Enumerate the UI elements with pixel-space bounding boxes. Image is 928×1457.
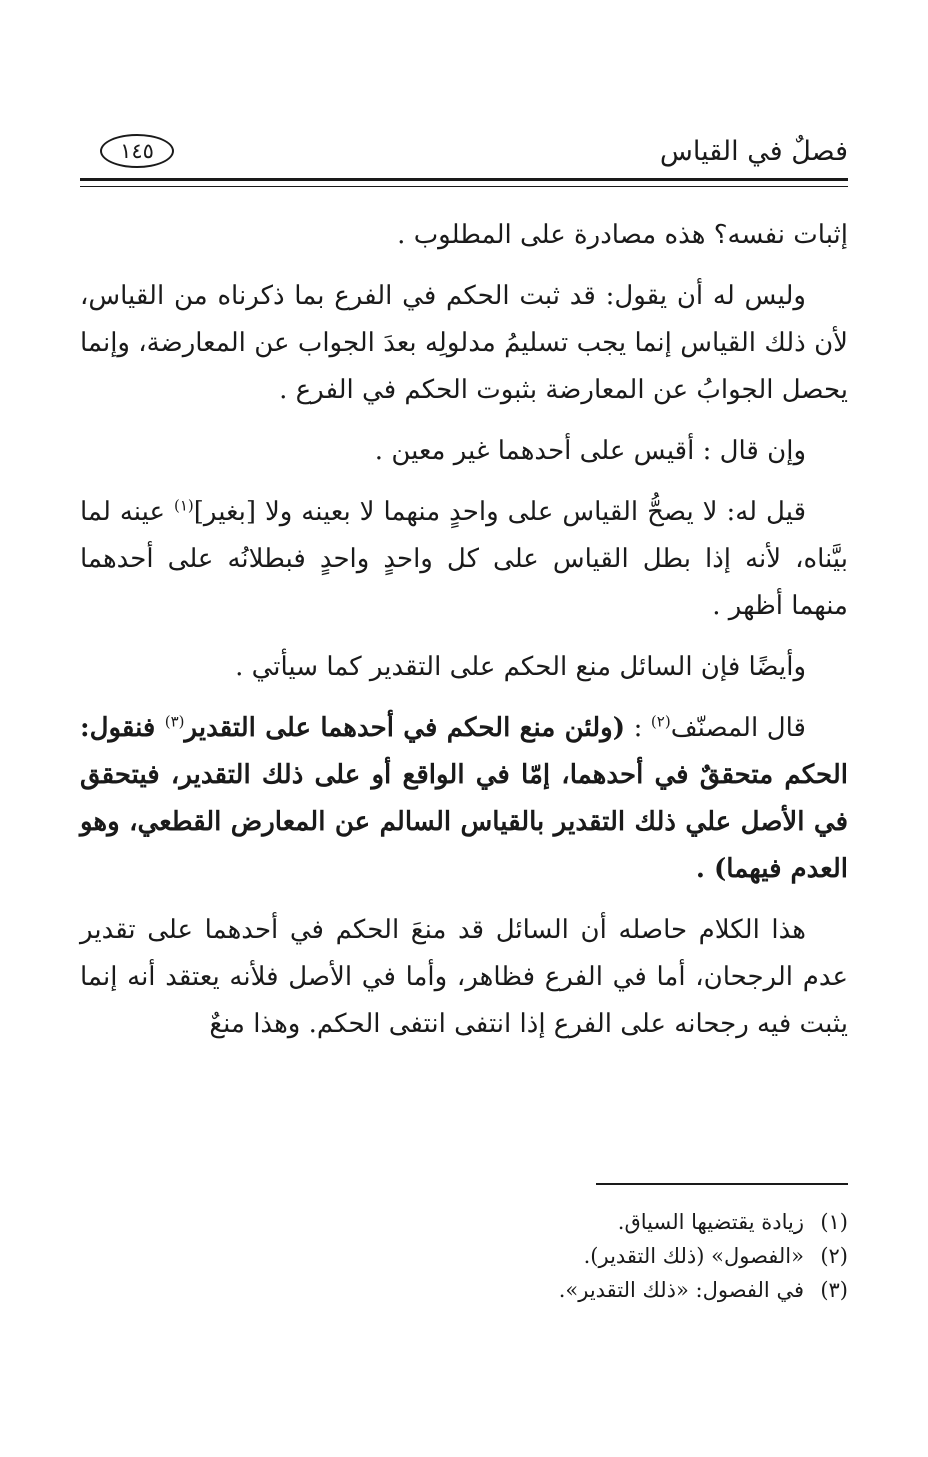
footnote-text: زيادة يقتضيها السياق. xyxy=(617,1210,804,1234)
footnote-number: (٣) xyxy=(820,1278,848,1302)
footnote-text: في الفصول: «ذلك التقدير». xyxy=(558,1278,804,1302)
paragraph-4-text-a: قيل له: لا يصحُّ القياس على واحدٍ منهما لا بعينه ولا [بغير] xyxy=(193,497,806,527)
footnote-2 xyxy=(80,1239,848,1273)
paragraph-5: وأيضًا فإن السائل منع الحكم على التقدير كما سيأتي . xyxy=(235,652,806,682)
paragraph-2: وليس له أن يقول: قد ثبت الحكم في الفرع بما ذكرناه من القياس، لأن ذلك القياس إنما يجب تسليمُ مدلولِه بعدَ الجواب عن المعارضة، وإنما يحصل الجوابُ عن المعارضة بثبوت الحكم في الفرع . xyxy=(80,281,848,405)
paragraph-6-lead: قال المصنّف xyxy=(670,713,806,743)
paragraph-3: وإن قال : أقيس على أحدهما غير معين . xyxy=(374,436,806,466)
footnote-number: (٢) xyxy=(820,1244,848,1268)
main-text xyxy=(80,212,848,1062)
paragraph-6-quote-a: (ولئن منع الحكم في أحدهما على التقدير xyxy=(184,713,626,743)
footnote-1 xyxy=(80,1205,848,1239)
footnote-ref-1: (١) xyxy=(173,496,194,515)
running-title: فصلٌ في القياس xyxy=(659,136,848,167)
header-rule xyxy=(80,178,848,187)
page-number: ١٤٥ xyxy=(100,134,174,168)
footnote-separator xyxy=(596,1183,848,1185)
page-header xyxy=(80,132,848,176)
paragraph-4 xyxy=(80,489,848,630)
footnote-number: (١) xyxy=(820,1210,848,1234)
paragraph-6 xyxy=(80,705,848,893)
footnote-ref-2: (٢) xyxy=(650,712,671,731)
footnote-3 xyxy=(80,1273,848,1307)
paragraph-7: هذا الكلام حاصله أن السائل قد منعَ الحكم في أحدهما على تقدير عدم الرجحان، أما في الفرع فظاهر، وأما في الأصل فلأنه يعتقد أنه إنما يثبت فيه رجحانه على الفرع إذا انتفى انتفى الحكم. وهذا منعٌ xyxy=(80,915,848,1039)
footnote-ref-3: (٣) xyxy=(164,712,185,731)
footnote-text: «الفصول» (ذلك التقدير). xyxy=(583,1244,804,1268)
paragraph-4-text-b: عينه لما بيَّناه، لأنه إذا بطل القياس على كل واحدٍ واحدٍ فبطلانُه على أحدهما منهما أظهر . xyxy=(80,497,848,621)
paragraph-6-colon: : xyxy=(625,713,651,743)
paragraph-1: إثبات نفسه؟ هذه مصادرة على المطلوب . xyxy=(397,220,848,250)
paragraph-6-quote-b: فنقول: الحكم متحققٌ في أحدهما، إمّا في الواقع أو على ذلك التقدير، فيتحقق في الأصل علي ذلك التقدير بالقياس السالم عن المعارض القطعي، وهو العدم فيهما) . xyxy=(80,713,848,884)
footnotes xyxy=(80,1205,848,1307)
